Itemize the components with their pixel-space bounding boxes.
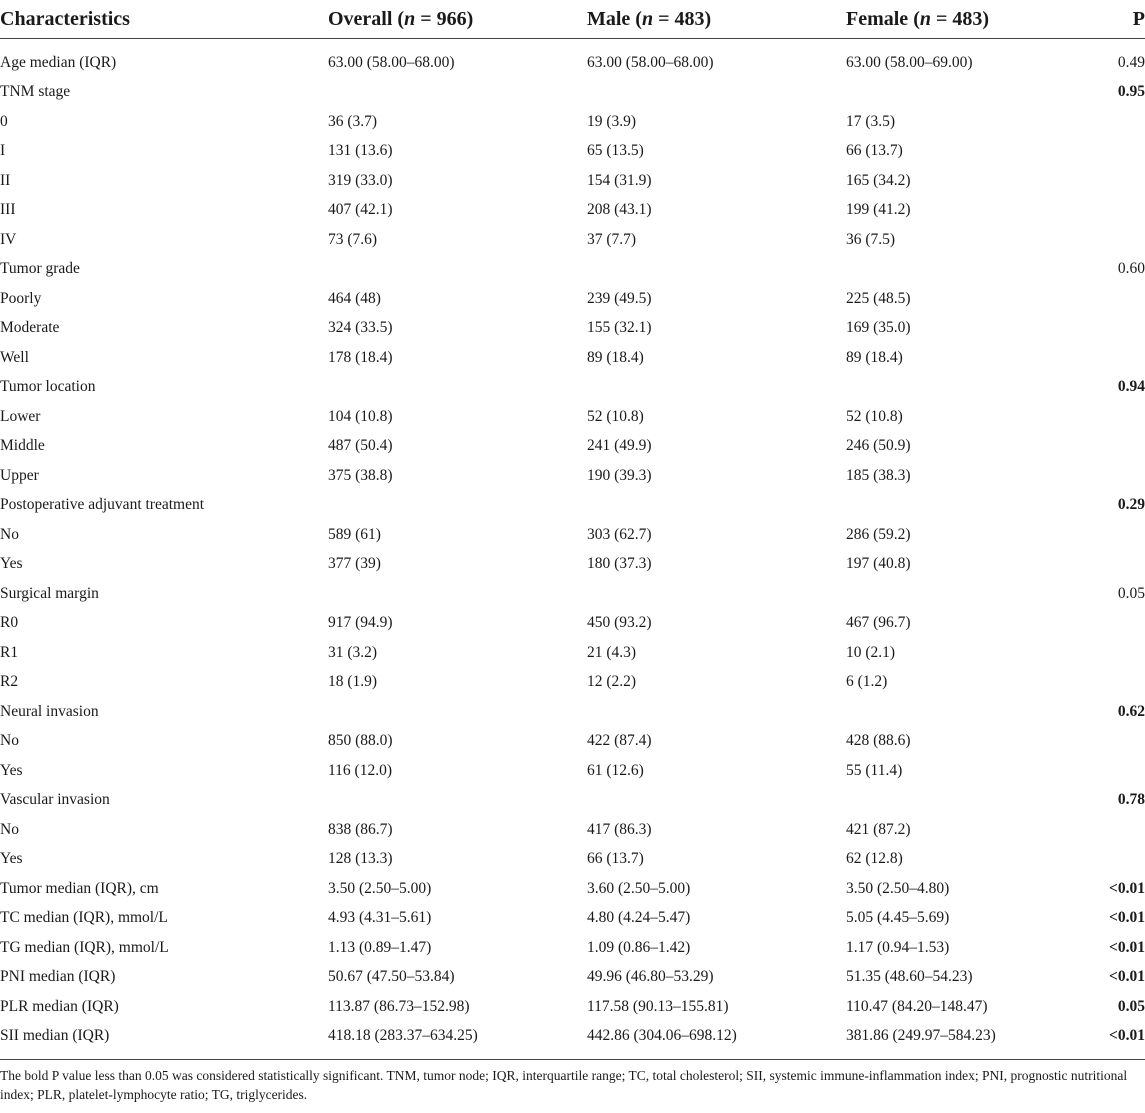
cell-characteristic: Neural invasion	[0, 702, 99, 720]
cell-p-value: 0.60	[1117, 260, 1145, 278]
cell-p-value: 0.95	[1117, 83, 1145, 101]
table-row	[0, 373, 1145, 403]
cell-male: 450 (93.2)	[587, 614, 652, 632]
table-row	[0, 402, 1145, 432]
cell-characteristic: R2	[0, 673, 19, 691]
cell-overall: 3.50 (2.50–5.00)	[328, 879, 432, 897]
cell-male: 3.60 (2.50–5.00)	[587, 879, 691, 897]
cell-female	[846, 697, 1092, 727]
cell-overall: 464 (48)	[328, 289, 381, 307]
cell-female	[846, 786, 1092, 816]
cell-overall: 31 (3.2)	[328, 643, 378, 661]
cell-p-value	[1092, 166, 1145, 196]
cell-overall: 113.87 (86.73–152.98)	[328, 997, 470, 1015]
cell-p-value	[1092, 284, 1145, 314]
header-male	[587, 0, 846, 39]
cell-male	[587, 786, 846, 816]
table-row	[0, 668, 1145, 698]
cell-female: 246 (50.9)	[846, 437, 911, 455]
table-row	[0, 845, 1145, 875]
cell-p-value	[1092, 520, 1145, 550]
cell-female: 225 (48.5)	[846, 289, 911, 307]
table-row	[0, 137, 1145, 167]
cell-p-value: 0.94	[1117, 378, 1145, 396]
cell-characteristic: Lower	[0, 407, 41, 425]
cell-overall: 487 (50.4)	[328, 437, 393, 455]
cell-characteristic: Postoperative adjuvant treatment	[0, 496, 205, 514]
cell-p-value	[1092, 550, 1145, 580]
cell-p-value: <0.01	[1109, 879, 1145, 897]
cell-p-value	[1092, 402, 1145, 432]
cell-p-value	[1092, 815, 1145, 845]
header-overall-n: n	[404, 7, 416, 30]
cell-p-value	[1092, 845, 1145, 875]
table-row	[0, 933, 1145, 963]
cell-characteristic: Tumor median (IQR), cm	[0, 879, 159, 897]
cell-overall: 377 (39)	[328, 555, 381, 573]
table-row	[0, 78, 1145, 108]
cell-p-value	[1092, 432, 1145, 462]
cell-female: 467 (96.7)	[846, 614, 911, 632]
cell-p-value: 0.78	[1117, 791, 1145, 809]
header-overall-suffix: = 966)	[415, 7, 474, 30]
cell-overall: 589 (61)	[328, 525, 381, 543]
cell-male: 52 (10.8)	[587, 407, 644, 425]
table-row	[0, 225, 1145, 255]
cell-female: 36 (7.5)	[846, 230, 896, 248]
cell-characteristic: PNI median (IQR)	[0, 968, 116, 986]
table-row	[0, 786, 1145, 816]
cell-male: 154 (31.9)	[587, 171, 652, 189]
cell-overall: 4.93 (4.31–5.61)	[328, 909, 432, 927]
cell-male: 49.96 (46.80–53.29)	[587, 968, 714, 986]
cell-female: 381.86 (249.97–584.23)	[846, 1022, 1092, 1060]
table-row	[0, 1022, 1145, 1060]
cell-female: 66 (13.7)	[846, 142, 903, 160]
table-row	[0, 609, 1145, 639]
cell-p-value	[1092, 196, 1145, 226]
cell-overall: 63.00 (58.00–68.00)	[328, 53, 455, 71]
cell-male: 21 (4.3)	[587, 643, 637, 661]
cell-overall: 917 (94.9)	[328, 614, 393, 632]
table-header	[0, 0, 1145, 39]
cell-p-value: <0.01	[1109, 909, 1145, 927]
table-row	[0, 284, 1145, 314]
cell-female: 62 (12.8)	[846, 850, 903, 868]
header-female	[846, 0, 1092, 39]
table-row	[0, 314, 1145, 344]
cell-characteristic: Yes	[0, 555, 23, 573]
cell-male: 1.09 (0.86–1.42)	[587, 938, 691, 956]
cell-overall	[328, 373, 587, 403]
cell-female: 1.17 (0.94–1.53)	[846, 938, 950, 956]
table-footnote: The bold P value less than 0.05 was considered statistically significant. TNM, tumor node; IQR, interquartile range; TC, total cholesterol; SII, systemic immune-inflammation index; PNI, prognostic nutritional index; PLR, platelet-lymphocyte ratio; TG, triglycerides.	[0, 1068, 1128, 1102]
cell-p-value	[1092, 107, 1145, 137]
cell-overall: 128 (13.3)	[328, 850, 393, 868]
table-row	[0, 196, 1145, 226]
cell-male: 303 (62.7)	[587, 525, 652, 543]
cell-characteristic: IV	[0, 230, 17, 248]
table-row	[0, 727, 1145, 757]
table-row	[0, 638, 1145, 668]
cell-overall: 1.13 (0.89–1.47)	[328, 938, 432, 956]
table-row	[0, 343, 1145, 373]
table-row	[0, 697, 1145, 727]
cell-female	[846, 491, 1092, 521]
cell-male: 422 (87.4)	[587, 732, 652, 750]
cell-characteristic: Tumor location	[0, 378, 96, 396]
cell-female	[846, 579, 1092, 609]
cell-male	[587, 373, 846, 403]
cell-characteristic: TC median (IQR), mmol/L	[0, 909, 168, 927]
table-row	[0, 963, 1145, 993]
cell-overall	[328, 579, 587, 609]
cell-characteristic: Tumor grade	[0, 260, 80, 278]
cell-characteristic: SII median (IQR)	[0, 1022, 328, 1060]
cell-female: 428 (88.6)	[846, 732, 911, 750]
cell-female: 52 (10.8)	[846, 407, 903, 425]
cell-female	[846, 255, 1092, 285]
cell-female	[846, 373, 1092, 403]
table-row	[0, 432, 1145, 462]
cell-male	[587, 579, 846, 609]
cell-characteristic: Surgical margin	[0, 584, 99, 602]
cell-male: 241 (49.9)	[587, 437, 652, 455]
cell-characteristic: R0	[0, 614, 19, 632]
cell-female: 169 (35.0)	[846, 319, 911, 337]
table-row	[0, 491, 1145, 521]
table-row	[0, 815, 1145, 845]
table-row	[0, 992, 1145, 1022]
cell-overall: 36 (3.7)	[328, 112, 378, 130]
table-row	[0, 166, 1145, 196]
header-male-prefix: Male (	[587, 7, 642, 30]
cell-male: 155 (32.1)	[587, 319, 652, 337]
cell-male: 239 (49.5)	[587, 289, 652, 307]
cell-male	[587, 697, 846, 727]
cell-male: 19 (3.9)	[587, 112, 637, 130]
cell-p-value	[1092, 727, 1145, 757]
cell-male: 63.00 (58.00–68.00)	[587, 53, 714, 71]
cell-characteristic: 0	[0, 112, 8, 130]
cell-p-value: <0.01	[1092, 1022, 1145, 1060]
cell-female	[846, 78, 1092, 108]
cell-characteristic: Age median (IQR)	[0, 53, 117, 71]
cell-p-value: 0.29	[1117, 496, 1145, 514]
cell-female: 51.35 (48.60–54.23)	[846, 968, 973, 986]
cell-p-value: 0.62	[1117, 702, 1145, 720]
cell-characteristic: Upper	[0, 466, 39, 484]
table-row	[0, 579, 1145, 609]
header-female-n: n	[919, 7, 931, 30]
table-row	[0, 107, 1145, 137]
cell-overall: 18 (1.9)	[328, 673, 378, 691]
cell-p-value	[1092, 225, 1145, 255]
cell-characteristic: TNM stage	[0, 83, 71, 101]
cell-female: 55 (11.4)	[846, 761, 903, 779]
cell-characteristic: Middle	[0, 437, 45, 455]
cell-p-value	[1092, 638, 1145, 668]
cell-male: 12 (2.2)	[587, 673, 637, 691]
cell-male: 65 (13.5)	[587, 142, 644, 160]
cell-female: 6 (1.2)	[846, 673, 888, 691]
cell-male: 89 (18.4)	[587, 348, 644, 366]
cell-female: 421 (87.2)	[846, 820, 911, 838]
header-female-prefix: Female (	[846, 7, 920, 30]
cell-characteristic: Well	[0, 348, 29, 366]
cell-p-value: <0.01	[1109, 968, 1145, 986]
cell-male: 417 (86.3)	[587, 820, 652, 838]
cell-overall: 418.18 (283.37–634.25)	[328, 1022, 587, 1060]
cell-p-value: 0.49	[1117, 53, 1145, 71]
cell-female: 165 (34.2)	[846, 171, 911, 189]
cell-overall: 838 (86.7)	[328, 820, 393, 838]
cell-female: 185 (38.3)	[846, 466, 911, 484]
header-characteristics: Characteristics	[0, 0, 328, 39]
cell-female: 197 (40.8)	[846, 555, 911, 573]
cell-p-value	[1092, 609, 1145, 639]
cell-p-value	[1092, 137, 1145, 167]
cell-male: 37 (7.7)	[587, 230, 637, 248]
cell-overall: 319 (33.0)	[328, 171, 393, 189]
cell-p-value: 0.05	[1117, 997, 1145, 1015]
cell-female: 5.05 (4.45–5.69)	[846, 909, 950, 927]
cell-overall: 73 (7.6)	[328, 230, 378, 248]
cell-male: 208 (43.1)	[587, 201, 652, 219]
cell-overall: 375 (38.8)	[328, 466, 393, 484]
cell-p-value	[1092, 314, 1145, 344]
table-row	[0, 550, 1145, 580]
cell-characteristic: Poorly	[0, 289, 42, 307]
cell-characteristic: III	[0, 201, 16, 219]
cell-characteristic: II	[0, 171, 11, 189]
cell-female: 63.00 (58.00–69.00)	[846, 53, 973, 71]
cell-overall: 850 (88.0)	[328, 732, 393, 750]
cell-male	[587, 491, 846, 521]
cell-overall	[328, 78, 587, 108]
table-row	[0, 255, 1145, 285]
cell-characteristic: Yes	[0, 761, 23, 779]
cell-female: 110.47 (84.20–148.47)	[846, 997, 988, 1015]
cell-male	[587, 78, 846, 108]
header-p: P	[1092, 0, 1145, 39]
cell-characteristic: No	[0, 820, 19, 838]
cell-overall: 50.67 (47.50–53.84)	[328, 968, 455, 986]
cell-female: 286 (59.2)	[846, 525, 911, 543]
header-female-suffix: = 483)	[930, 7, 990, 30]
cell-characteristic: No	[0, 732, 19, 750]
cell-p-value	[1092, 668, 1145, 698]
cell-characteristic: Moderate	[0, 319, 60, 337]
cell-male: 4.80 (4.24–5.47)	[587, 909, 691, 927]
header-male-n: n	[641, 7, 654, 30]
table-body	[0, 39, 1145, 1060]
table-row	[0, 874, 1145, 904]
cell-overall: 178 (18.4)	[328, 348, 393, 366]
table-row	[0, 39, 1145, 78]
cell-overall	[328, 255, 587, 285]
table-row	[0, 520, 1145, 550]
cell-overall: 407 (42.1)	[328, 201, 393, 219]
cell-female: 10 (2.1)	[846, 643, 896, 661]
cell-characteristic: PLR median (IQR)	[0, 997, 119, 1015]
cell-characteristic: No	[0, 525, 19, 543]
cell-p-value: 0.05	[1117, 584, 1145, 602]
cell-characteristic: R1	[0, 643, 19, 661]
table-row	[0, 904, 1145, 934]
cell-male	[587, 255, 846, 285]
cell-female: 3.50 (2.50–4.80)	[846, 879, 950, 897]
cell-overall: 116 (12.0)	[328, 761, 392, 779]
cell-characteristic: I	[0, 142, 6, 160]
header-overall	[328, 0, 587, 39]
cell-male: 66 (13.7)	[587, 850, 644, 868]
cell-male: 442.86 (304.06–698.12)	[587, 1022, 846, 1060]
cell-overall	[328, 697, 587, 727]
cell-female: 17 (3.5)	[846, 112, 896, 130]
cell-p-value	[1092, 756, 1145, 786]
cell-characteristic: Vascular invasion	[0, 791, 110, 809]
cell-male: 180 (37.3)	[587, 555, 652, 573]
header-male-suffix: = 483)	[653, 7, 712, 30]
table-row	[0, 461, 1145, 491]
header-row	[0, 0, 1145, 39]
cell-male: 190 (39.3)	[587, 466, 652, 484]
table-row	[0, 756, 1145, 786]
cell-p-value	[1092, 461, 1145, 491]
cell-male: 61 (12.6)	[587, 761, 644, 779]
cell-overall: 104 (10.8)	[328, 407, 393, 425]
cell-female: 199 (41.2)	[846, 201, 911, 219]
cell-overall: 324 (33.5)	[328, 319, 393, 337]
cell-overall: 131 (13.6)	[328, 142, 393, 160]
cell-male: 117.58 (90.13–155.81)	[587, 997, 729, 1015]
cell-overall	[328, 786, 587, 816]
cell-female: 89 (18.4)	[846, 348, 903, 366]
cell-p-value	[1092, 343, 1145, 373]
cell-characteristic: TG median (IQR), mmol/L	[0, 938, 169, 956]
header-overall-prefix: Overall (	[328, 7, 405, 30]
cell-characteristic: Yes	[0, 850, 23, 868]
cell-overall	[328, 491, 587, 521]
cell-p-value: <0.01	[1109, 938, 1145, 956]
